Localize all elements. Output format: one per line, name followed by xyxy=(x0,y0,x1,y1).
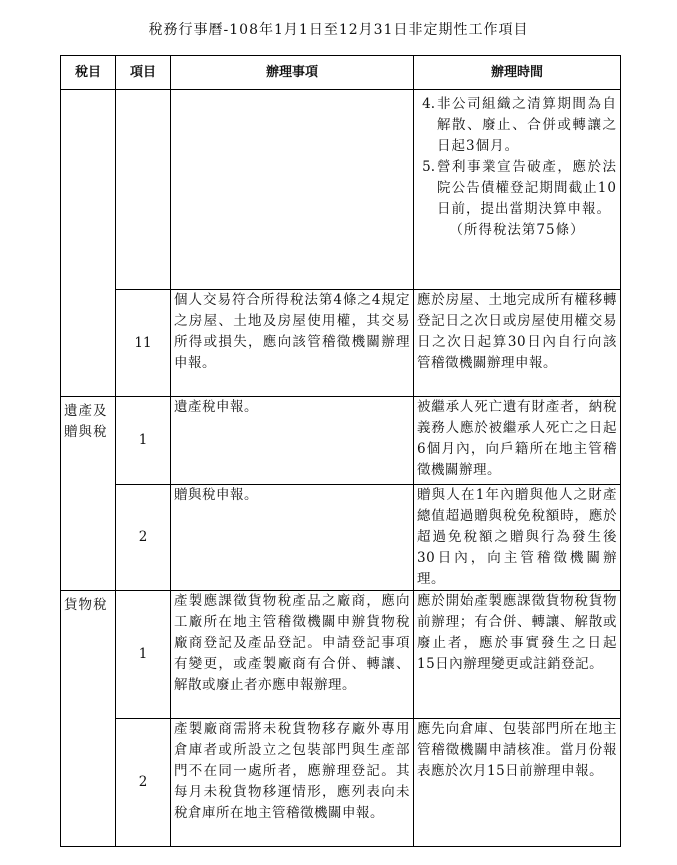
table-row xyxy=(61,397,621,485)
table-row-continued xyxy=(61,90,621,290)
category-cell-commodity: 貨物稅 xyxy=(61,591,116,847)
clause-list xyxy=(417,90,617,220)
list-item-text: 非公司組織之清算期間為自解散、廢止、合併或轉讓之日起3個月。 xyxy=(437,96,617,154)
time-text: 贈與人在1年內贈與他人之財產總值超過贈與稅免稅額時，應於超過免稅額之贈與行為發生後30日內，向主管稽徵機關辦理。 xyxy=(414,485,621,591)
header-time: 辦理時間 xyxy=(414,56,621,90)
list-item xyxy=(417,157,617,220)
item-number: 1 xyxy=(116,397,171,485)
item-number: 1 xyxy=(116,591,171,719)
list-item-number: 4. xyxy=(422,96,435,112)
matter-text: 遺產稅申報。 xyxy=(171,397,414,485)
header-tax: 稅目 xyxy=(61,56,116,90)
time-text: 應於房屋、土地完成所有權移轉登記日之次日或房屋使用權交易日之次日起算30日內自行向該管稽徵機關辦理申報。 xyxy=(414,290,621,397)
page-title: 稅務行事曆-108年1月1日至12月31日非定期性工作項目 xyxy=(148,22,529,38)
tax-calendar-table xyxy=(60,55,621,847)
time-cell-continued xyxy=(414,90,621,290)
time-text: 被繼承人死亡遺有財產者，納稅義務人應於被繼承人死亡之日起6個月內，向戶籍所在地主管稽徵機關辦理。 xyxy=(414,397,621,485)
header-matter: 辦理事項 xyxy=(171,56,414,90)
matter-text: 產製應課徵貨物稅產品之廠商，應向工廠所在地主管稽徵機關申辦貨物稅廠商登記及產品登記。申請登記事項有變更，或產製廠商有合併、轉讓、解散或廢止者亦應申報辦理。 xyxy=(171,591,414,719)
matter-text: 個人交易符合所得稅法第4條之4規定之房屋、土地及房屋使用權，其交易所得或損失，應向該管稽徵機關辦理申報。 xyxy=(171,290,414,397)
law-reference: （所得稅法第75條） xyxy=(449,222,585,238)
table-row xyxy=(61,719,621,847)
matter-cell-empty xyxy=(171,90,414,290)
item-cell-empty xyxy=(116,90,171,290)
list-item-text: 營利事業宣告破產，應於法院公告債權登記期間截止10日前，提出當期決算申報。 xyxy=(437,159,617,217)
table-row xyxy=(61,485,621,591)
list-item xyxy=(417,94,617,157)
matter-text: 贈與稅申報。 xyxy=(171,485,414,591)
time-text: 應先向倉庫、包裝部門所在地主管稽徵機關申請核准。當月份報表應於次月15日前辦理申報。 xyxy=(414,719,621,847)
category-cell-income xyxy=(61,90,116,397)
table-row xyxy=(61,290,621,397)
matter-text: 產製廠商需將未稅貨物移存廠外專用倉庫者或所設立之包裝部門與生產部門不在同一處所者，應辦理登記。其每月未稅貨物移運情形，應列表向未稅倉庫所在地主管稽徵機關申報。 xyxy=(171,719,414,847)
item-number: 11 xyxy=(116,290,171,397)
item-number: 2 xyxy=(116,719,171,847)
table-row xyxy=(61,591,621,719)
table-header-row xyxy=(61,56,621,90)
header-item: 項目 xyxy=(116,56,171,90)
list-item-number: 5. xyxy=(422,159,435,175)
item-number: 2 xyxy=(116,485,171,591)
category-cell-estate: 遺產及贈與稅 xyxy=(61,397,116,591)
time-text: 應於開始產製應課徵貨物稅貨物前辦理；有合併、轉讓、解散或廢止者，應於事實發生之日起15日內辦理變更或註銷登記。 xyxy=(414,591,621,719)
